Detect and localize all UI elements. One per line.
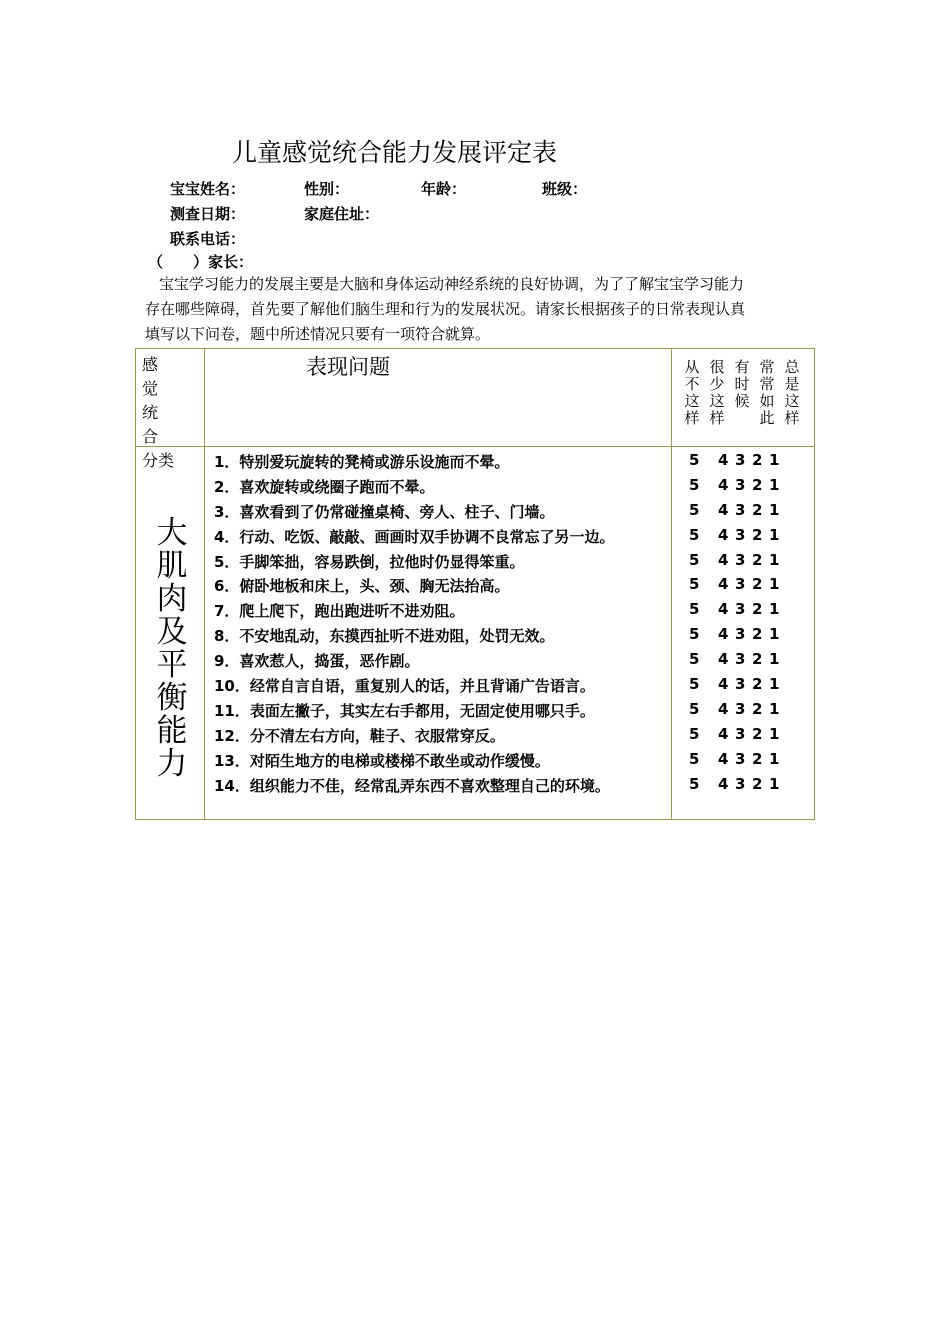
category-header-line: 感觉: [142, 355, 175, 398]
frequency-char: 这: [684, 392, 700, 410]
score-option[interactable]: 3: [735, 575, 746, 594]
baby-name-label: 宝宝姓名：: [170, 180, 246, 198]
score-option[interactable]: 3: [735, 550, 746, 569]
score-option[interactable]: 5: [689, 550, 700, 569]
score-option[interactable]: 4: [718, 650, 729, 669]
score-option[interactable]: 3: [735, 625, 746, 644]
frequency-column: [708, 359, 726, 427]
intro-line: 存在哪些障碍，首先要了解他们脑生理和行为的发展状况。请家长根据孩子的日常表现认真: [145, 300, 746, 318]
score-option[interactable]: 2: [752, 475, 763, 494]
question-text: 2．喜欢旋转或绕圈子跑而不晕。: [214, 477, 435, 496]
score-option[interactable]: 2: [752, 774, 763, 793]
question-row: [214, 526, 814, 551]
score-option[interactable]: 4: [718, 451, 729, 469]
problem-header: 表现问题: [306, 355, 390, 379]
score-option[interactable]: 1: [769, 749, 780, 768]
frequency-char: 样: [784, 409, 800, 427]
question-text: 14．组织能力不佳，经常乱弄东西不喜欢整理自己的环境。: [214, 776, 610, 795]
question-text: 1．特别爱玩旋转的凳椅或游乐设施而不晕。: [214, 453, 510, 471]
score-option[interactable]: 3: [735, 525, 746, 544]
score-option[interactable]: 2: [752, 650, 763, 669]
score-option[interactable]: 4: [718, 774, 729, 793]
frequency-char: 时: [734, 375, 750, 393]
parent-label: （ ）家长：: [148, 253, 254, 271]
score-option[interactable]: 3: [735, 699, 746, 718]
frequency-char: 常: [759, 375, 775, 393]
score-option[interactable]: 1: [769, 724, 780, 743]
phone-label: 联系电话：: [170, 230, 246, 248]
score-option[interactable]: 2: [752, 550, 763, 569]
score-option[interactable]: 2: [752, 625, 763, 644]
score-option[interactable]: 1: [769, 600, 780, 619]
question-text: 7．爬上爬下，跑出跑进听不进劝阻。: [214, 602, 465, 621]
question-text: 9．喜欢惹人，捣蛋，恶作剧。: [214, 652, 420, 671]
score-option[interactable]: 2: [752, 451, 763, 469]
frequency-char: 这: [784, 392, 800, 410]
score-option[interactable]: 2: [752, 749, 763, 768]
score-option[interactable]: 2: [752, 675, 763, 694]
score-option[interactable]: 3: [735, 675, 746, 694]
score-option[interactable]: 1: [769, 525, 780, 544]
score-option[interactable]: 5: [689, 675, 700, 694]
question-text: 11．表面左撇子，其实左右手都用，无固定使用哪只手。: [214, 701, 595, 720]
score-option[interactable]: 4: [718, 500, 729, 519]
frequency-char: 样: [684, 409, 700, 427]
score-option[interactable]: 2: [752, 724, 763, 743]
gender-label: 性别：: [304, 180, 350, 198]
score-option[interactable]: 4: [718, 699, 729, 718]
question-text: 4．行动、吃饭、敲敲、画画时双手协调不良常忘了另一边。: [214, 527, 615, 546]
score-option[interactable]: 3: [735, 500, 746, 519]
score-option[interactable]: 5: [689, 749, 700, 768]
score-option[interactable]: 4: [718, 675, 729, 694]
score-option[interactable]: 3: [735, 724, 746, 743]
score-option[interactable]: 2: [752, 699, 763, 718]
frequency-char: 很: [709, 358, 725, 376]
score-option[interactable]: 2: [752, 500, 763, 519]
page-title: 儿童感觉统合能力发展评定表: [232, 138, 558, 167]
frequency-char: 从: [684, 358, 700, 376]
score-option[interactable]: 5: [689, 500, 700, 519]
question-text: 13．对陌生地方的电梯或楼梯不敢坐或动作缓慢。: [214, 751, 550, 770]
score-option[interactable]: 1: [769, 451, 780, 469]
score-option[interactable]: 4: [718, 600, 729, 619]
score-option[interactable]: 1: [769, 650, 780, 669]
question-text: 3．喜欢看到了仍常碰撞桌椅、旁人、柱子、门墙。: [214, 502, 555, 521]
category-char: 能: [156, 713, 188, 749]
category-header-line: 分类: [142, 451, 175, 470]
score-option[interactable]: 5: [689, 774, 700, 793]
question-row: [214, 750, 814, 775]
frequency-column: [783, 359, 801, 427]
score-option[interactable]: 1: [769, 500, 780, 519]
score-option[interactable]: 1: [769, 475, 780, 494]
score-option[interactable]: 4: [718, 475, 729, 494]
intro-line: 宝宝学习能力的发展主要是大脑和身体运动神经系统的良好协调，为了了解宝宝学习能力: [159, 275, 745, 293]
question-text: 8．不安地乱动，东摸西扯听不进劝阻，处罚无效。: [214, 627, 555, 646]
score-option[interactable]: 1: [769, 550, 780, 569]
question-text: 6．俯卧地板和床上，头、颈、胸无法抬高。: [214, 577, 510, 596]
category-char: 平: [156, 647, 188, 683]
score-option[interactable]: 2: [752, 575, 763, 594]
question-row: [214, 551, 814, 576]
frequency-char: 此: [759, 409, 775, 427]
score-option[interactable]: 2: [752, 525, 763, 544]
score-option[interactable]: 3: [735, 749, 746, 768]
table-divider: [136, 446, 814, 447]
frequency-char: 这: [709, 392, 725, 410]
question-row: [214, 625, 814, 650]
frequency-char: 不: [684, 375, 700, 393]
score-option[interactable]: 3: [735, 600, 746, 619]
score-option[interactable]: 4: [718, 724, 729, 743]
score-option[interactable]: 5: [689, 525, 700, 544]
score-option[interactable]: 5: [689, 625, 700, 644]
address-label: 家庭住址：: [304, 205, 380, 223]
score-option[interactable]: 1: [769, 675, 780, 694]
score-option[interactable]: 5: [689, 451, 700, 469]
test-date-label: 测查日期：: [170, 205, 246, 223]
assessment-table: [135, 348, 815, 820]
frequency-column: [758, 359, 776, 427]
score-option[interactable]: 3: [735, 475, 746, 494]
frequency-char: 如: [759, 392, 775, 410]
question-text: 10．经常自言自语，重复别人的话，并且背诵广告语言。: [214, 677, 595, 696]
score-option[interactable]: 3: [735, 451, 746, 469]
question-row: [214, 600, 814, 625]
question-row: [214, 451, 814, 476]
frequency-char: 少: [709, 375, 725, 393]
frequency-char: 总: [784, 358, 800, 376]
frequency-char: 是: [784, 375, 800, 393]
category-char: 大: [156, 515, 188, 551]
score-option[interactable]: 1: [769, 774, 780, 793]
question-row: [214, 476, 814, 501]
question-row: [214, 700, 814, 725]
question-list: [214, 451, 814, 799]
frequency-column: [733, 359, 751, 410]
question-text: 12．分不清左右方向，鞋子、衣服常穿反。: [214, 726, 505, 745]
score-option[interactable]: 4: [718, 749, 729, 768]
intro-paragraph: [145, 272, 813, 347]
score-option[interactable]: 4: [718, 575, 729, 594]
score-option[interactable]: 5: [689, 699, 700, 718]
category-char: 及: [156, 614, 188, 650]
score-option[interactable]: 4: [718, 525, 729, 544]
intro-line: 填写以下问卷，题中所述情况只要有一项符合就算。: [145, 325, 491, 343]
score-option[interactable]: 5: [689, 650, 700, 669]
question-row: [214, 725, 814, 750]
question-row: [214, 501, 814, 526]
score-option[interactable]: 5: [689, 724, 700, 743]
question-row: [214, 575, 814, 600]
class-label: 班级：: [542, 180, 588, 198]
frequency-char: 样: [709, 409, 725, 427]
question-text: 5．手脚笨拙，容易跌倒，拉他时仍显得笨重。: [214, 552, 525, 571]
category-char: 肉: [156, 581, 188, 617]
question-row: [214, 650, 814, 675]
category-label: [154, 517, 190, 781]
category-char: 力: [156, 746, 188, 782]
score-option[interactable]: 5: [689, 475, 700, 494]
score-option[interactable]: 1: [769, 699, 780, 718]
question-row: [214, 775, 814, 800]
category-char: 肌: [156, 548, 188, 584]
score-option[interactable]: 1: [769, 575, 780, 594]
frequency-column: [683, 359, 701, 427]
table-divider: [204, 349, 205, 819]
category-header-line: 统合: [142, 403, 175, 446]
category-header: [142, 353, 200, 473]
score-option[interactable]: 2: [752, 600, 763, 619]
score-option[interactable]: 5: [689, 575, 700, 594]
score-option[interactable]: 4: [718, 550, 729, 569]
score-option[interactable]: 1: [769, 625, 780, 644]
frequency-char: 有: [734, 358, 750, 376]
score-option[interactable]: 3: [735, 774, 746, 793]
score-option[interactable]: 4: [718, 625, 729, 644]
frequency-char: 常: [759, 358, 775, 376]
score-option[interactable]: 5: [689, 600, 700, 619]
question-row: [214, 675, 814, 700]
score-option[interactable]: 3: [735, 650, 746, 669]
frequency-char: 候: [734, 392, 750, 410]
category-char: 衡: [156, 680, 188, 716]
age-label: 年龄：: [421, 180, 467, 198]
